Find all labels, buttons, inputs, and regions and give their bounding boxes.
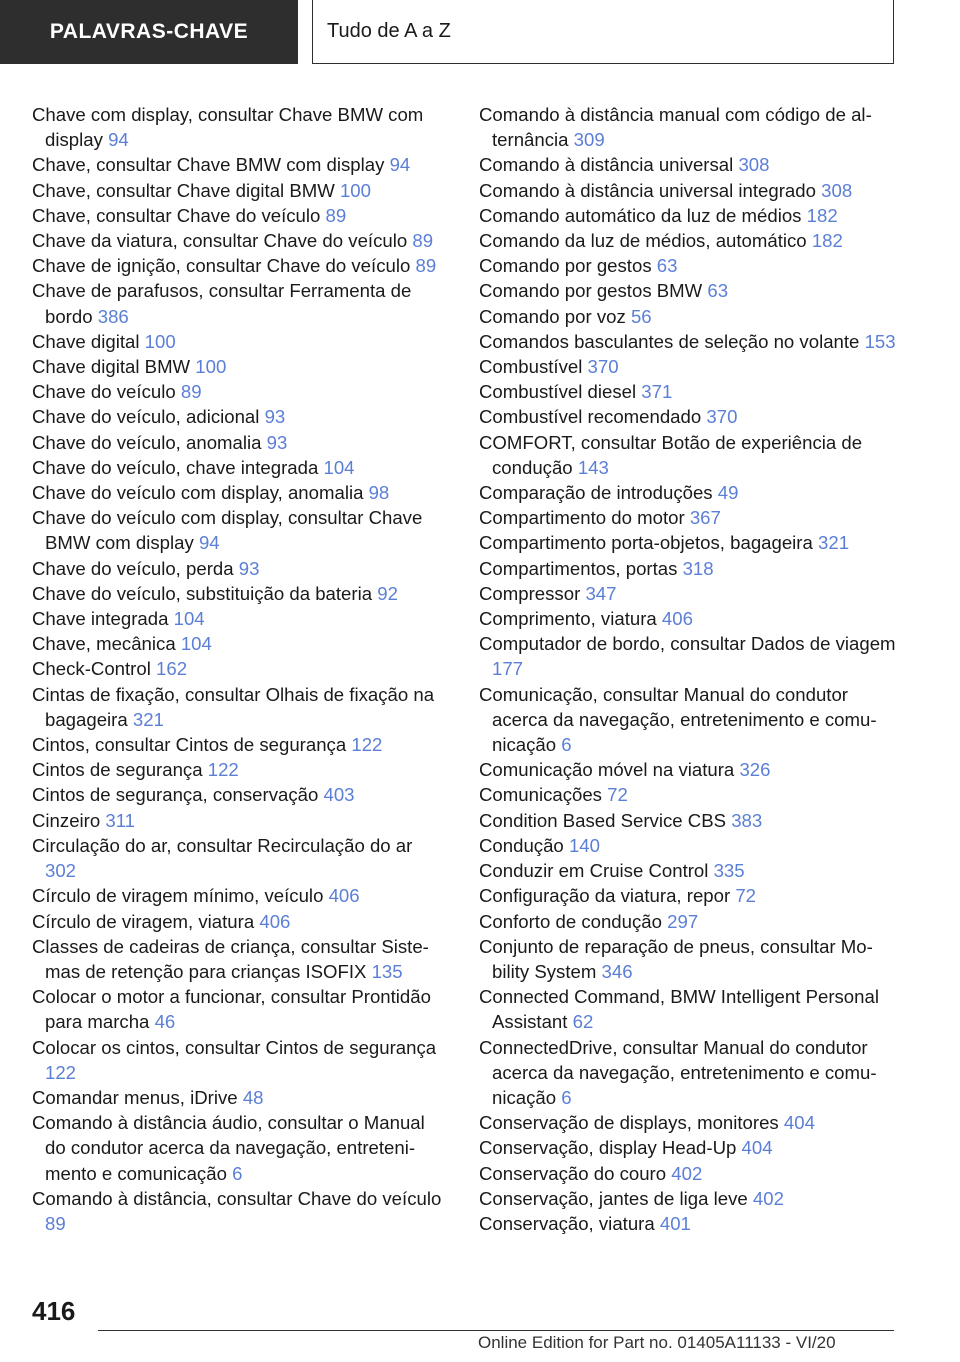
index-entry: [32, 455, 444, 480]
index-term: Condition Based Service CBS: [479, 809, 727, 831]
index-term: Cintas de fixação, consultar Olhais de fixação na bagageira: [32, 683, 435, 730]
index-entry: [32, 1035, 444, 1085]
index-term: Chave com display, consultar Chave BMW com display: [32, 104, 424, 151]
page-reference-link[interactable]: 346: [601, 960, 633, 982]
index-entry: [32, 178, 444, 203]
index-term: Chave, consultar Chave do veículo: [32, 204, 321, 226]
index-entry: [32, 228, 444, 253]
page-reference-link[interactable]: 122: [207, 759, 239, 781]
page-reference-link[interactable]: 89: [45, 1212, 66, 1234]
index-entry: [32, 757, 444, 782]
page-reference-link[interactable]: 93: [264, 406, 286, 428]
page-reference-link[interactable]: 406: [259, 910, 291, 932]
index-term: Comando à distância áudio, consultar o Manual do condutor acerca da navegação, entretenimento e comunicação: [32, 1112, 425, 1184]
page-reference-link[interactable]: 93: [238, 557, 260, 579]
index-entry: [479, 1161, 899, 1186]
page-reference-link[interactable]: 321: [132, 708, 164, 730]
index-term: Chave do veículo com display, anomalia: [32, 482, 364, 504]
page-reference-link[interactable]: 100: [195, 356, 227, 378]
page-reference-link[interactable]: 143: [577, 456, 609, 478]
index-term: Conservação, jantes de liga leve: [479, 1187, 748, 1209]
page-reference-link[interactable]: 182: [811, 230, 843, 252]
index-term: Conservação de displays, monitores: [479, 1112, 779, 1134]
index-entry: [32, 430, 444, 455]
page-reference-link[interactable]: 402: [752, 1187, 784, 1209]
index-term: Chave digital: [32, 330, 140, 352]
index-term: Chave da viatura, consultar Chave do veículo: [32, 230, 408, 252]
index-entry: [479, 253, 899, 278]
page-reference-link[interactable]: 335: [713, 860, 745, 882]
index-entry: [32, 682, 444, 732]
page-reference-link[interactable]: 177: [492, 658, 524, 680]
index-term: Comando por gestos: [479, 255, 652, 277]
index-term: Chave integrada: [32, 608, 169, 630]
index-term: Comprimento, viatura: [479, 608, 657, 630]
index-entry: [479, 883, 899, 908]
page-reference-link[interactable]: 404: [783, 1112, 815, 1134]
page-reference-link[interactable]: 6: [561, 1086, 572, 1108]
index-entry: [479, 858, 899, 883]
index-entry: [479, 379, 899, 404]
page-reference-link[interactable]: 6: [561, 734, 572, 756]
page-reference-link[interactable]: 402: [671, 1162, 703, 1184]
page-reference-link[interactable]: 403: [323, 784, 355, 806]
index-entry: [479, 505, 899, 530]
index-term: Conduzir em Cruise Control: [479, 860, 709, 882]
index-entry: [479, 682, 899, 758]
index-term: Chave digital BMW: [32, 356, 191, 378]
page-reference-link[interactable]: 56: [630, 305, 652, 327]
index-term: Comando à distância universal integrado: [479, 179, 816, 201]
index-entry: [479, 984, 899, 1034]
index-entry: [479, 228, 899, 253]
page-reference-link[interactable]: 182: [806, 204, 838, 226]
page-reference-link[interactable]: 309: [573, 129, 605, 151]
page-reference-link[interactable]: 321: [818, 532, 850, 554]
index-term: Configuração da viatura, repor: [479, 885, 731, 907]
page-reference-link[interactable]: 94: [389, 154, 411, 176]
page-reference-link[interactable]: 406: [661, 608, 693, 630]
index-entry: [479, 152, 899, 177]
page-reference-link[interactable]: 308: [738, 154, 770, 176]
page-reference-link[interactable]: 100: [339, 179, 371, 201]
index-term: Comando à distância, consultar Chave do veículo: [32, 1187, 442, 1209]
page-reference-link[interactable]: 367: [689, 507, 721, 529]
index-term: Círculo de viragem, viatura: [32, 910, 255, 932]
index-term: Compressor: [479, 582, 581, 604]
page-reference-link[interactable]: 63: [656, 255, 678, 277]
page-reference-link[interactable]: 371: [641, 381, 673, 403]
index-entry: [32, 505, 444, 555]
index-entry: [32, 102, 444, 152]
index-term: Chave do veículo, adicional: [32, 406, 260, 428]
index-term: Chave do veículo, chave integrada: [32, 456, 319, 478]
page-reference-link[interactable]: 104: [173, 608, 205, 630]
index-entry: [479, 757, 899, 782]
page-reference-link[interactable]: 347: [585, 582, 617, 604]
index-entry: [32, 1110, 444, 1186]
index-term: Conservação, viatura: [479, 1212, 655, 1234]
index-term: Chave, consultar Chave digital BMW: [32, 179, 335, 201]
page-reference-link[interactable]: 63: [707, 280, 729, 302]
index-entry: [32, 1085, 444, 1110]
index-term: Cintos de segurança, conservação: [32, 784, 319, 806]
page-reference-link[interactable]: 104: [180, 633, 212, 655]
index-entry: [479, 833, 899, 858]
index-term: Conforto de condução: [479, 910, 662, 932]
index-entry: [479, 304, 899, 329]
index-term: COMFORT, consultar Botão de experiência de condução: [479, 431, 863, 478]
index-entry: [479, 808, 899, 833]
page-reference-link[interactable]: 326: [739, 759, 771, 781]
index-entry: [479, 631, 899, 681]
index-term: Comandos basculantes de seleção no volante: [479, 330, 860, 352]
page-reference-link[interactable]: 62: [572, 1011, 594, 1033]
index-term: Comunicação, consultar Manual do condutor acerca da navegação, entretenimento e comunicação: [479, 683, 877, 756]
page-reference-link[interactable]: 46: [154, 1011, 176, 1033]
index-term: Condução: [479, 834, 564, 856]
index-entry: [32, 379, 444, 404]
index-entry: [32, 278, 444, 328]
index-entry: [32, 152, 444, 177]
page-reference-link[interactable]: 383: [731, 809, 763, 831]
index-entry: [479, 404, 899, 429]
index-term: Combustível recomendado: [479, 406, 702, 428]
index-entry: [479, 278, 899, 303]
index-term: Chave, mecânica: [32, 633, 176, 655]
page-reference-link[interactable]: 94: [108, 129, 129, 151]
page-reference-link[interactable]: 89: [325, 204, 347, 226]
index-term: Compartimentos, portas: [479, 557, 678, 579]
index-term: Combustível diesel: [479, 381, 637, 403]
page-header: [0, 0, 960, 66]
index-entry: [32, 808, 444, 833]
index-term: Chave, consultar Chave BMW com display: [32, 154, 385, 176]
index-term: Comando à distância universal: [479, 154, 734, 176]
page-reference-link[interactable]: 308: [821, 179, 853, 201]
index-term: Comando à distância manual com código de alternância: [479, 104, 872, 151]
index-term: Colocar o motor a funcionar, consultar Prontidão para marcha: [32, 986, 431, 1033]
index-entry: [479, 530, 899, 555]
index-entry: [479, 203, 899, 228]
index-entry: [32, 253, 444, 278]
index-entry: [479, 909, 899, 934]
index-term: Comunicações: [479, 784, 602, 806]
index-entry: [479, 1110, 899, 1135]
index-term: Chave do veículo, perda: [32, 557, 234, 579]
index-term: Chave de ignição, consultar Chave do veículo: [32, 255, 411, 277]
index-term: Conservação, display Head-Up: [479, 1137, 737, 1159]
index-entry: [479, 178, 899, 203]
index-term: Connected Command, BMW Intelligent Personal Assistant: [479, 986, 879, 1033]
index-term: Chave do veículo com display, consultar Chave BMW com display: [32, 507, 423, 554]
page-reference-link[interactable]: 100: [144, 330, 176, 352]
index-column-right: [479, 102, 899, 1236]
index-entry: [479, 1035, 899, 1111]
index-entry: [479, 606, 899, 631]
index-term: Chave do veículo: [32, 381, 176, 403]
index-term: Chave de parafusos, consultar Ferramenta de bordo: [32, 280, 412, 327]
index-entry: [32, 1186, 444, 1236]
index-entry: [32, 833, 444, 883]
index-term: Comando por voz: [479, 305, 626, 327]
page-number: 416: [32, 1296, 76, 1326]
index-term: Comparação de introduções: [479, 482, 713, 504]
index-entry: [32, 329, 444, 354]
page-reference-link[interactable]: 297: [667, 910, 699, 932]
index-term: Círculo de viragem mínimo, veículo: [32, 885, 324, 907]
page-reference-link[interactable]: 89: [415, 255, 437, 277]
index-entry: [479, 480, 899, 505]
edition-note: Online Edition for Part no. 01405A11133 - VI/20: [478, 1333, 836, 1352]
page-reference-link[interactable]: 406: [328, 885, 360, 907]
footer-divider: [98, 1330, 894, 1331]
index-column-left: [32, 102, 444, 1236]
index-term: Chave do veículo, anomalia: [32, 431, 262, 453]
index-entry: [479, 581, 899, 606]
index-entry: [32, 909, 444, 934]
page-reference-link[interactable]: 311: [105, 809, 136, 831]
index-term: Comunicação móvel na viatura: [479, 759, 735, 781]
index-entry: [479, 1135, 899, 1160]
chapter-title: Tudo de A a Z: [312, 0, 894, 64]
index-entry: [479, 1211, 899, 1236]
page-reference-link[interactable]: 93: [266, 431, 288, 453]
section-tab: PALAVRAS-CHAVE: [0, 0, 298, 64]
index-entry: [32, 404, 444, 429]
index-entry: [32, 581, 444, 606]
page-reference-link[interactable]: 49: [717, 482, 739, 504]
index-term: Computador de bordo, consultar Dados de viagem: [479, 633, 896, 655]
page-reference-link[interactable]: 122: [45, 1061, 77, 1083]
page-reference-link[interactable]: 318: [682, 557, 714, 579]
index-entry: [479, 329, 899, 354]
page-reference-link[interactable]: 404: [741, 1137, 773, 1159]
index-entry: [32, 656, 444, 681]
index-entry: [32, 556, 444, 581]
index-term: Compartimento do motor: [479, 507, 685, 529]
index-term: Conjunto de reparação de pneus, consultar Mobility System: [479, 935, 873, 982]
page-reference-link[interactable]: 104: [323, 456, 355, 478]
index-entry: [32, 606, 444, 631]
index-term: Cintos, consultar Cintos de segurança: [32, 734, 347, 756]
index-term: Colocar os cintos, consultar Cintos de segurança: [32, 1036, 437, 1058]
page-reference-link[interactable]: 370: [706, 406, 738, 428]
index-term: Check-Control: [32, 658, 151, 680]
page-reference-link[interactable]: 153: [864, 330, 896, 352]
index-entry: [32, 782, 444, 807]
index-term: Cintos de segurança: [32, 759, 203, 781]
page-reference-link[interactable]: 370: [587, 356, 619, 378]
index-term: Comando por gestos BMW: [479, 280, 703, 302]
page-reference-link[interactable]: 401: [659, 1212, 691, 1234]
page-reference-link[interactable]: 162: [156, 658, 188, 680]
index-term: Cinzeiro: [32, 809, 101, 831]
index-entry: [479, 556, 899, 581]
page-reference-link[interactable]: 72: [735, 885, 757, 907]
page-reference-link[interactable]: 386: [97, 305, 129, 327]
page-reference-link[interactable]: 72: [607, 784, 628, 806]
index-entry: [479, 1186, 899, 1211]
page-reference-link[interactable]: 89: [180, 381, 202, 403]
index-entry: [32, 631, 444, 656]
index-term: Comandar menus, iDrive: [32, 1086, 238, 1108]
index-entry: [32, 203, 444, 228]
page-reference-link[interactable]: 98: [368, 482, 390, 504]
index-entry: [32, 480, 444, 505]
page-reference-link[interactable]: 48: [242, 1086, 264, 1108]
index-entry: [479, 782, 899, 807]
page-reference-link[interactable]: 122: [351, 734, 383, 756]
page-reference-link[interactable]: 140: [568, 834, 600, 856]
page-reference-link[interactable]: 6: [232, 1162, 243, 1184]
page-reference-link[interactable]: 89: [412, 230, 434, 252]
index-term: Combustível: [479, 356, 583, 378]
index-term: Chave do veículo, substituição da bateria: [32, 582, 373, 604]
page-reference-link[interactable]: 302: [45, 860, 77, 882]
page-reference-link[interactable]: 94: [198, 532, 220, 554]
index-entry: [32, 984, 444, 1034]
page-reference-link[interactable]: 92: [377, 582, 398, 604]
index-term: Comando da luz de médios, automático: [479, 230, 807, 252]
index-term: Compartimento porta-objetos, bagageira: [479, 532, 813, 554]
index-term: Classes de cadeiras de criança, consultar Sistemas de retenção para crianças ISOFIX: [32, 935, 429, 982]
index-entry: [32, 354, 444, 379]
index-term: Circulação do ar, consultar Recirculação do ar: [32, 834, 413, 856]
index-term: Conservação do couro: [479, 1162, 667, 1184]
index-entry: [479, 102, 899, 152]
index-term: ConnectedDrive, consultar Manual do condutor acerca da navegação, entretenimento e comunicação: [479, 1036, 877, 1108]
index-entry: [479, 934, 899, 984]
index-term: Comando automático da luz de médios: [479, 204, 802, 226]
index-entry: [479, 354, 899, 379]
index-entry: [32, 883, 444, 908]
page-reference-link[interactable]: 135: [371, 960, 403, 982]
index-entry: [32, 934, 444, 984]
index-entry: [479, 430, 899, 480]
index-entry: [32, 732, 444, 757]
